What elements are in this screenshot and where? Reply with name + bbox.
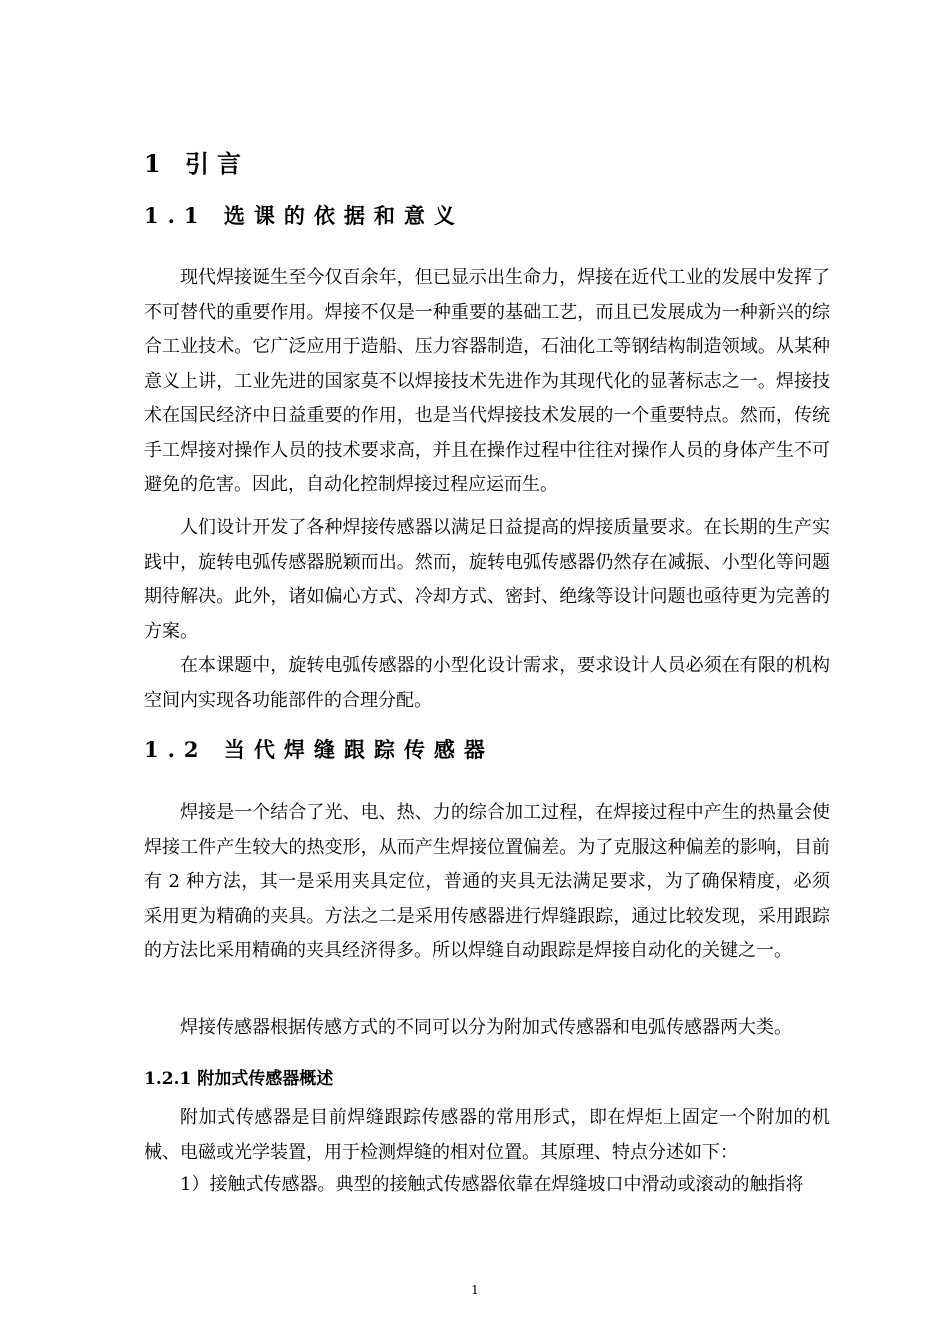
paragraph-contact-sensor: 1）接触式传感器。典型的接触式传感器依靠在焊缝坡口中滑动或滚动的触指将 — [180, 1174, 804, 1195]
paragraph-miniaturization: 在本课题中，旋转电弧传感器的小型化设计需求，要求设计人员必须在有限的机构空间内实现各功能部件的合理分配。 — [144, 655, 830, 711]
subsection-heading-1-2-1: 1.2.1 附加式传感器概述 — [144, 1069, 334, 1089]
section-heading-1-1: 1.1 选课的依据和意义 — [144, 203, 464, 228]
paragraph-sensor-development: 人们设计开发了各种焊接传感器以满足日益提高的焊接质量要求。在长期的生产实践中，旋转电弧传感器脱颖而出。然而，旋转电弧传感器仍然存在减振、小型化等问题期待解决。此外，诸如偏心方式、冷却方式、密封、绝缘等设计问题也亟待更为完善的方案。 — [144, 517, 830, 642]
page-number: 1 — [471, 1283, 479, 1297]
section-heading-1-2: 1.2 当代焊缝跟踪传感器 — [144, 737, 494, 762]
paragraph-additional-sensor: 附加式传感器是目前焊缝跟踪传感器的常用形式，即在焊炬上固定一个附加的机械、电磁或光学装置，用于检测焊缝的相对位置。其原理、特点分述如下： — [144, 1107, 830, 1163]
paragraph-welding-process: 焊接是一个结合了光、电、热、力的综合加工过程，在焊接过程中产生的热量会使焊接工件产生较大的热变形，从而产生焊接位置偏差。为了克服这种偏差的影响，目前有 2 种方法，其一是采用夹具定位，普通的夹具无法满足要求，为了确保精度，必须采用更为精确的夹具。方法之二是采用传感器进行焊缝跟踪，通过比较发现，采用跟踪的方法比采用精确的夹具经济得多。所以焊缝自动跟踪是焊接自动化的关键之一。 — [144, 802, 830, 961]
paragraph-welding-history: 现代焊接诞生至今仅百余年，但已显示出生命力，焊接在近代工业的发展中发挥了不可替代的重要作用。焊接不仅是一种重要的基础工艺，而且已发展成为一种新兴的综合工业技术。它广泛应用于造船、压力容器制造，石油化工等钢结构制造领域。从某种意义上讲，工业先进的国家莫不以焊接技术先进作为其现代化的显著标志之一。焊接技术在国民经济中日益重要的作用，也是当代焊接技术发展的一个重要特点。然而，传统手工焊接对操作人员的技术要求高，并且在操作过程中往往对操作人员的身体产生不可避免的危害。因此，自动化控制焊接过程应运而生。 — [144, 267, 830, 495]
paragraph-sensor-classification: 焊接传感器根据传感方式的不同可以分为附加式传感器和电弧传感器两大类。 — [180, 1017, 792, 1038]
chapter-heading: 1 引言 — [144, 149, 250, 178]
